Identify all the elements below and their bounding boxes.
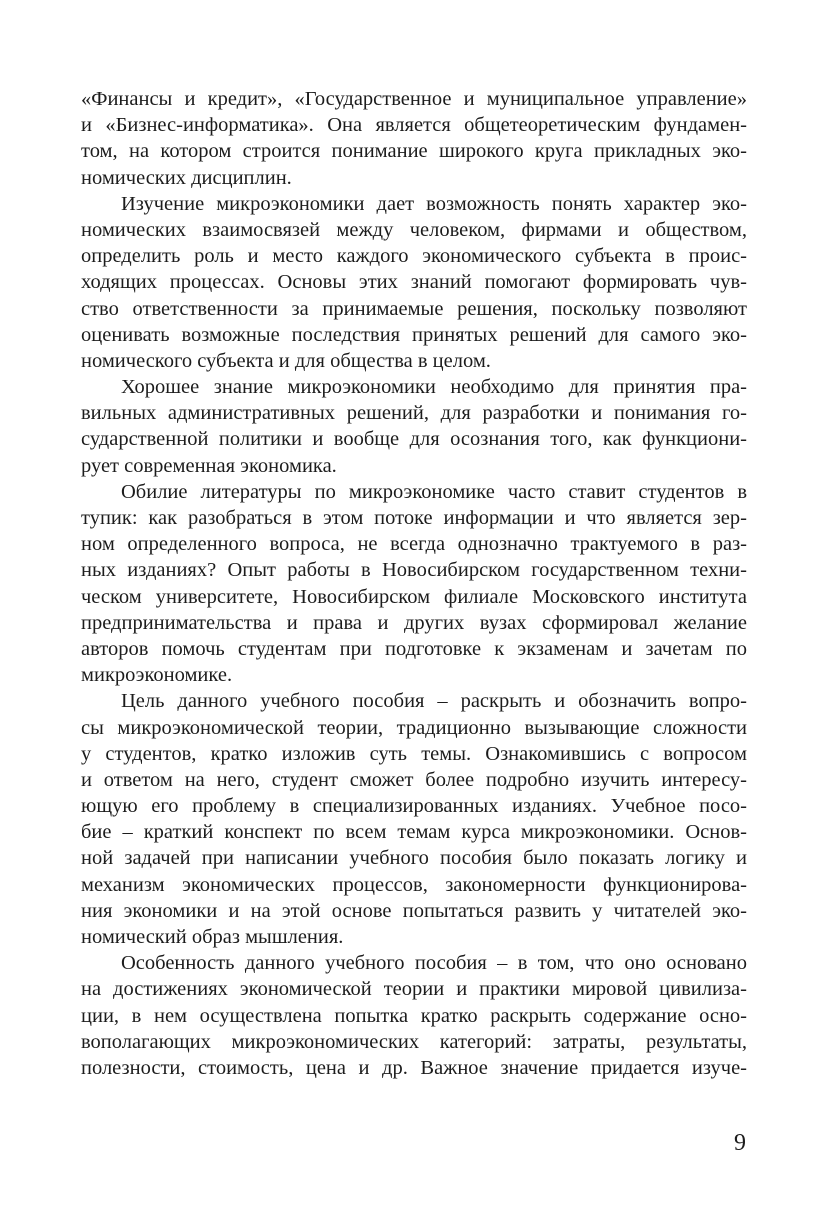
- text-line: оценивать возможные последствия принятых решений для самого эко-: [81, 323, 747, 346]
- text-line: номический образ мышления.: [81, 926, 344, 948]
- text-line: Изучение микроэкономики дает возможность понять характер эко-: [121, 192, 747, 215]
- text-line: ческом университете, Новосибирском филиале Московского института: [81, 585, 747, 608]
- text-line: механизм экономических процессов, закономерности функционирова-: [81, 873, 747, 896]
- text-line: Хорошее знание микроэкономики необходимо для принятия пра-: [121, 376, 747, 399]
- text-line: номического субъекта и для общества в целом.: [81, 349, 491, 372]
- text-line: ной задачей при написании учебного пособия было показать логику и: [81, 847, 747, 870]
- paragraph-6: [81, 950, 747, 1081]
- text-line: бие – краткий конспект по всем темам курса микроэкономики. Основ-: [81, 821, 747, 844]
- text-line: Особенность данного учебного пособия – в том, что оно основано: [121, 952, 747, 975]
- text-line: «Финансы и кредит», «Государственное и муниципальное управление»: [81, 88, 747, 110]
- text-line: ном определенного вопроса, не всегда однозначно трактуемого в раз-: [81, 533, 747, 556]
- paragraph-5: [81, 688, 747, 950]
- text-line: ных изданиях? Опыт работы в Новосибирском государственном техни-: [81, 559, 747, 582]
- paragraph-4: [81, 479, 747, 689]
- text-line: на достижениях экономической теории и практики мировой цивилиза-: [81, 978, 747, 1001]
- text-line: ции, в нем осуществлена попытка кратко раскрыть содержание осно-: [81, 1004, 747, 1027]
- text-line: Обилие литературы по микроэкономике часто ставит студентов в: [121, 480, 747, 503]
- text-line: ходящих процессах. Основы этих знаний помогают формировать чув-: [81, 271, 747, 294]
- text-line: ство ответственности за принимаемые решения, поскольку позволяют: [81, 297, 747, 320]
- text-line: у студентов, кратко изложив суть темы. Ознакомившись с вопросом: [81, 742, 747, 765]
- text-line: ющую его проблему в специализированных изданиях. Учебное посо-: [81, 795, 747, 818]
- paragraph-3: [81, 374, 747, 479]
- paragraph-1: [81, 86, 747, 191]
- text-line: вильных административных решений, для разработки и понимания го-: [81, 402, 747, 425]
- text-line: ния экономики и на этой основе попытаться развить у читателей эко-: [81, 899, 747, 922]
- text-line: рует современная экономика.: [81, 454, 337, 477]
- text-line: том, на котором строится понимание широкого круга прикладных эко-: [81, 140, 747, 163]
- text-line: и «Бизнес-информатика». Она является общетеоретическим фундамен-: [81, 114, 747, 137]
- text-line: тупик: как разобраться в этом потоке информации и что является зер-: [81, 507, 747, 529]
- text-line: определить роль и место каждого экономического субъекта в проис-: [81, 245, 747, 268]
- text-line: номических взаимосвязей между человеком, фирмами и обществом,: [81, 218, 747, 241]
- text-line: сударственной политики и вообще для осознания того, как функциони-: [81, 428, 747, 451]
- text-line: микроэкономике.: [81, 664, 233, 687]
- page-number: 9: [734, 1130, 746, 1156]
- text-line: и ответом на него, студент сможет более подробно изучить интересу-: [81, 768, 747, 791]
- text-line: номических дисциплин.: [81, 166, 292, 189]
- page-body: [81, 86, 747, 1081]
- text-line: сы микроэкономической теории, традиционно вызывающие сложности: [81, 716, 747, 739]
- text-line: полезности, стоимость, цена и др. Важное значение придается изуче-: [81, 1056, 747, 1079]
- paragraph-2: [81, 191, 747, 374]
- text-line: предпринимательства и права и других вузах сформировал желание: [81, 611, 747, 634]
- text-line: авторов помочь студентам при подготовке к экзаменам и зачетам по: [81, 637, 747, 660]
- text-line: вополагающих микроэкономических категорий: затраты, результаты,: [81, 1030, 747, 1053]
- text-line: Цель данного учебного пособия – раскрыть и обозначить вопро-: [121, 690, 747, 713]
